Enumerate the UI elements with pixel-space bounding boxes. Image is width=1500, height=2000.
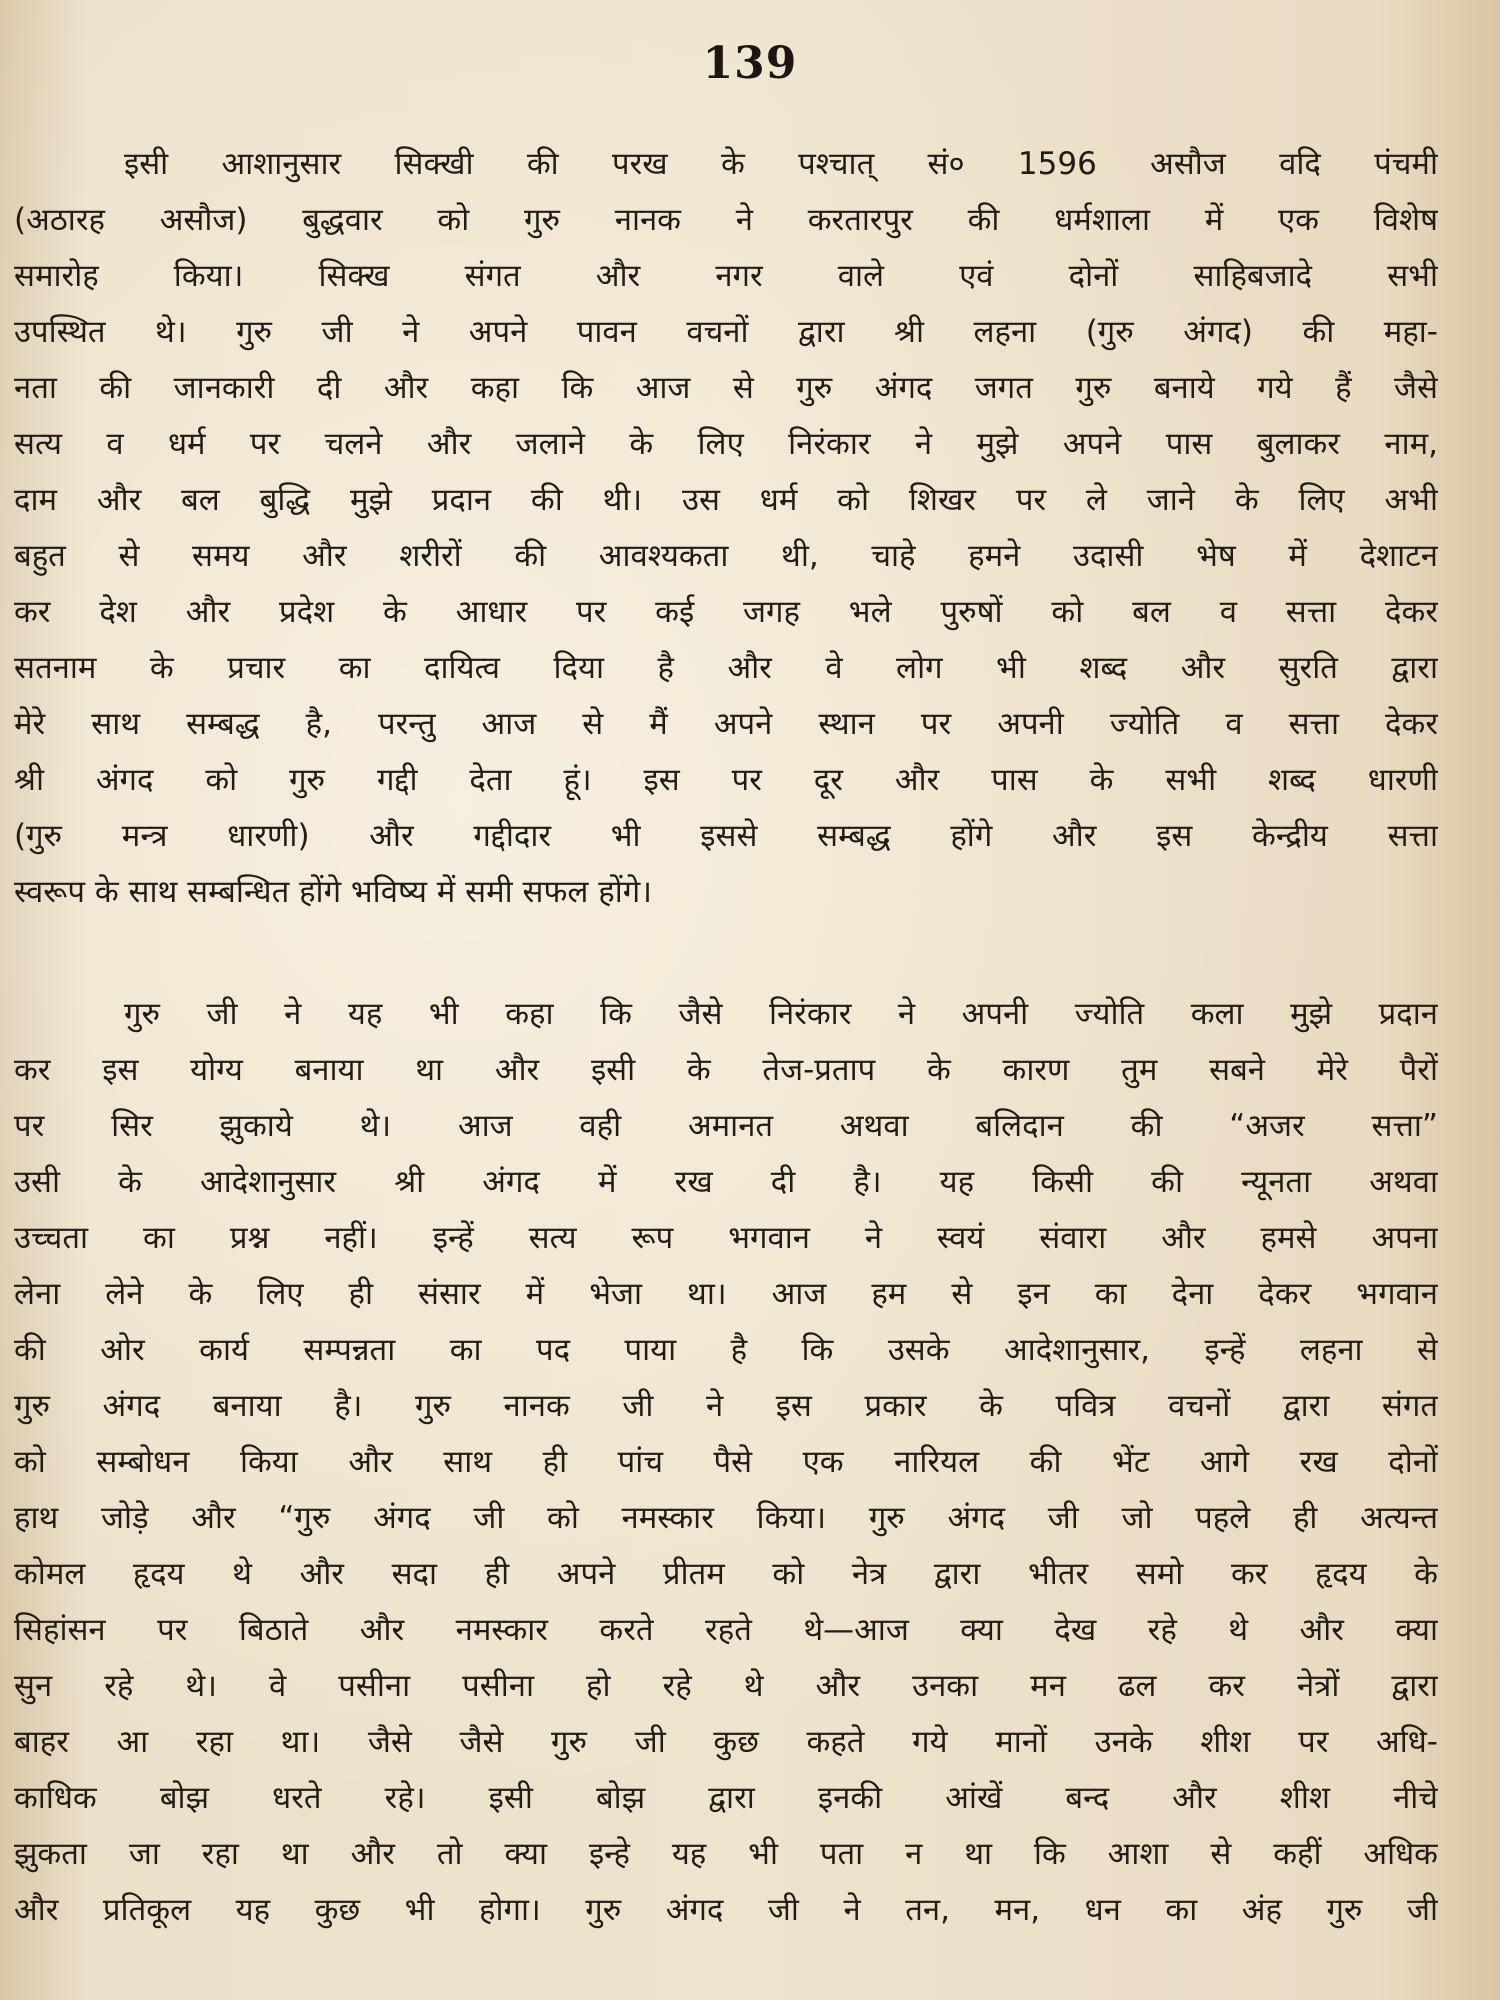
text-line: कोमल हृदय थे और सदा ही अपने प्रीतम को नेत्र द्वारा भीतर समो कर हृदय के <box>14 1556 1438 1592</box>
text-line: नता की जानकारी दी और कहा कि आज से गुरु अंगद जगत गुरु बनाये गये हैं जैसे <box>14 370 1438 406</box>
text-line: श्री अंगद को गुरु गद्दी देता हूं। इस पर दूर और पास के सभी शब्द धारणी <box>14 762 1438 798</box>
text-line: सतनाम के प्रचार का दायित्व दिया है और वे लोग भी शब्द और सुरति द्वारा <box>14 650 1438 686</box>
text-line: (गुरु मन्त्र धारणी) और गद्दीदार भी इससे सम्बद्ध होंगे और इस केन्द्रीय सत्ता <box>14 818 1438 854</box>
text-line: उसी के आदेशानुसार श्री अंगद में रख दी है। यह किसी की न्यूनता अथवा <box>14 1164 1438 1200</box>
text-line: स्वरूप के साथ सम्बन्धित होंगे भविष्य में समी सफल होंगे। <box>14 874 652 910</box>
text-line: समारोह किया। सिक्ख संगत और नगर वाले एवं दोनों साहिबजादे सभी <box>14 258 1438 294</box>
text-line: हाथ जोड़े और “गुरु अंगद जी को नमस्कार किया। गुरु अंगद जी जो पहले ही अत्यन्त <box>14 1500 1438 1536</box>
text-line: उपस्थित थे। गुरु जी ने अपने पावन वचनों द्वारा श्री लहना (गुरु अंगद) की महा- <box>14 314 1438 350</box>
text-line: उच्चता का प्रश्न नहीं। इन्हें सत्य रूप भगवान ने स्वयं संवारा और हमसे अपना <box>14 1220 1438 1256</box>
text-line: की ओर कार्य सम्पन्नता का पद पाया है कि उसके आदेशानुसार, इन्हें लहना से <box>14 1332 1438 1368</box>
page-number: 139 <box>702 38 798 89</box>
text-line: झुकता जा रहा था और तो क्या इन्हे यह भी पता न था कि आशा से कहीं अधिक <box>14 1836 1438 1872</box>
text-line: दाम और बल बुद्धि मुझे प्रदान की थी। उस धर्म को शिखर पर ले जाने के लिए अभी <box>14 482 1438 518</box>
text-line: बाहर आ रहा था। जैसे जैसे गुरु जी कुछ कहते गये मानों उनके शीश पर अधि- <box>14 1724 1438 1760</box>
text-line: गुरु अंगद बनाया है। गुरु नानक जी ने इस प्रकार के पवित्र वचनों द्वारा संगत <box>14 1388 1438 1424</box>
text-line: सुन रहे थे। वे पसीना पसीना हो रहे थे और उनका मन ढल कर नेत्रों द्वारा <box>14 1668 1438 1704</box>
paragraph-2 <box>14 986 1438 1938</box>
text-line: गुरु जी ने यह भी कहा कि जैसे निरंकार ने अपनी ज्योति कला मुझे प्रदान <box>124 996 1438 1032</box>
text-line: को सम्बोधन किया और साथ ही पांच पैसे एक नारियल की भेंट आगे रख दोनों <box>14 1444 1438 1480</box>
text-line: काधिक बोझ धरते रहे। इसी बोझ द्वारा इनकी आंखें बन्द और शीश नीचे <box>14 1780 1438 1816</box>
text-line: इसी आशानुसार सिक्खी की परख के पश्चात् सं० 1596 असौज वदि पंचमी <box>124 146 1438 182</box>
text-line: बहुत से समय और शरीरों की आवश्यकता थी, चाहे हमने उदासी भेष में देशाटन <box>14 538 1438 574</box>
text-line: पर सिर झुकाये थे। आज वही अमानत अथवा बलिदान की “अजर सत्ता” <box>14 1108 1438 1144</box>
text-line: लेना लेने के लिए ही संसार में भेजा था। आज हम से इन का देना देकर भगवान <box>14 1276 1438 1312</box>
text-line: सिहांसन पर बिठाते और नमस्कार करते रहते थे—आज क्या देख रहे थे और क्या <box>14 1612 1438 1648</box>
text-line: मेरे साथ सम्बद्ध है, परन्तु आज से मैं अपने स्थान पर अपनी ज्योति व सत्ता देकर <box>14 706 1438 742</box>
text-line: कर इस योग्य बनाया था और इसी के तेज-प्रताप के कारण तुम सबने मेरे पैरों <box>14 1052 1438 1088</box>
text-line: कर देश और प्रदेश के आधार पर कई जगह भले पुरुषों को बल व सत्ता देकर <box>14 594 1438 630</box>
text-line: (अठारह असौज) बुद्धवार को गुरु नानक ने करतारपुर की धर्मशाला में एक विशेष <box>14 202 1438 238</box>
body-text <box>14 136 1438 1938</box>
paragraph-1 <box>14 136 1438 920</box>
text-line: सत्य व धर्म पर चलने और जलाने के लिए निरंकार ने मुझे अपने पास बुलाकर नाम, <box>14 426 1438 462</box>
text-line: और प्रतिकूल यह कुछ भी होगा। गुरु अंगद जी ने तन, मन, धन का अंह गुरु जी <box>14 1892 1438 1928</box>
